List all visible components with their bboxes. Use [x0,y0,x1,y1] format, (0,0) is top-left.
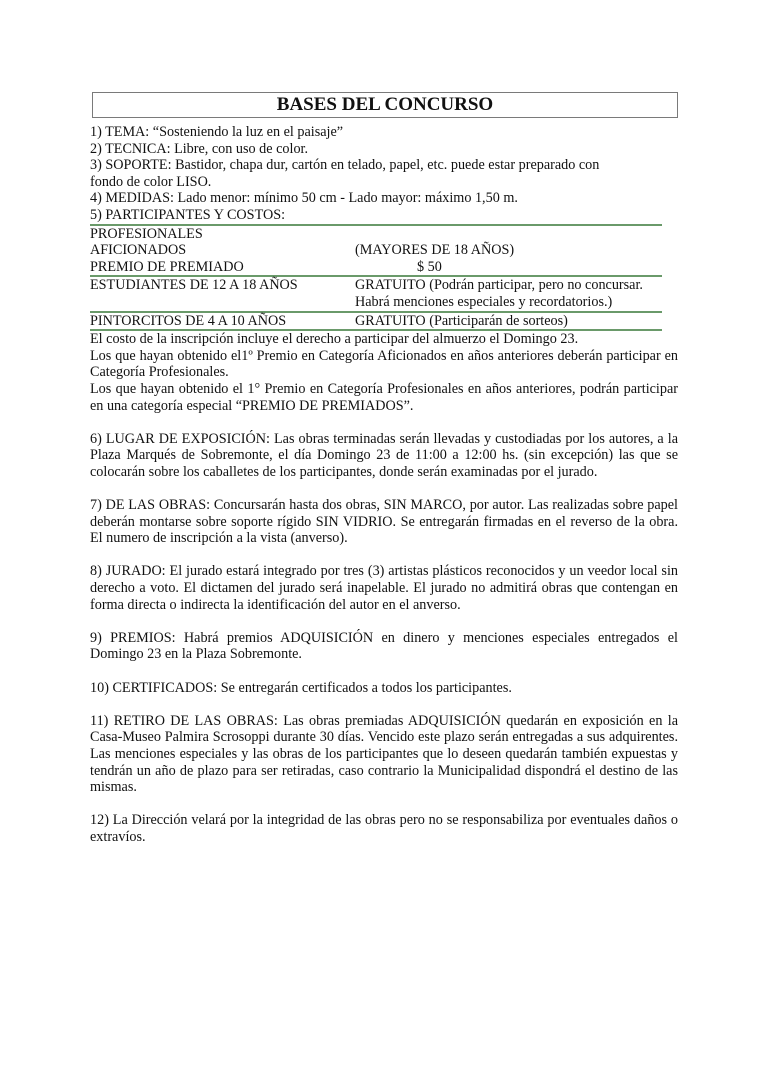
table-row [90,225,662,243]
section-direccion: 12) La Dirección velará por la integridad de las obras pero no se responsabiliza por eventuales daños o extravíos. [90,812,678,845]
document-page [90,92,678,846]
table-row [90,276,662,311]
category-cell: PROFESIONALES [90,225,355,243]
section-certificados: 10) CERTIFICADOS: Se entregarán certificados a todos los participantes. [90,679,512,696]
item-soporte-cont: fondo de color LISO. [90,173,212,190]
table-row [90,242,662,259]
item-participantes-heading: 5) PARTICIPANTES Y COSTOS: [90,206,286,223]
detail-cell [355,225,662,243]
detail-cell: GRATUITO (Participarán de sorteos) [355,312,662,331]
item-soporte: 3) SOPORTE: Bastidor, chapa dur, cartón en telado, papel, etc. puede estar preparado con [90,157,600,174]
detail-cell: (MAYORES DE 18 AÑOS) [355,242,515,259]
item-medidas: 4) MEDIDAS: Lado menor: mínimo 50 cm - Lado mayor: máximo 1,50 m. [90,190,518,207]
section-lugar-exposicion: 6) LUGAR DE EXPOSICIÓN: Las obras terminadas serán llevadas y custodiadas por los autores, a la Plaza Marqués de Sobremonte, el día Domingo 23 de 11:00 a 12:00 hs. (sin excepción) las que se colocarán sobre los caballetes de los participantes, donde serán examinadas por el jurado. [90,430,678,480]
detail-cell: $ 50 [355,259,662,277]
table-row [90,259,662,277]
item-tema: 1) TEMA: “Sosteniendo la luz en el paisaje” [90,124,344,140]
section-retiro-obras: 11) RETIRO DE LAS OBRAS: Las obras premiadas ADQUISICIÓN quedarán en exposición en la Casa-Museo Palmira Scrosoppi durante 30 días. Vencido este plazo serán entregadas a sus adquirentes. Las menciones especiales y las obras de los participantes que lo deseen quedarán también expuestas y tendrán un año de plazo para ser retiradas, caso contrario la Municipalidad dispondrá el destino de las mismas. [90,712,678,796]
category-cell: PREMIO DE PREMIADO [90,259,355,277]
section-jurado: 8) JURADO: El jurado estará integrado por tres (3) artistas plásticos reconocidos y un veedor local sin derecho a voto. El dictamen del jurado será inapelable. El jurado no admitirá obras que contengan en forma directa o indirecta la identificación del autor en el anverso. [90,563,678,613]
participants-table [90,224,662,332]
note-aficionados: Los que hayan obtenido el1º Premio en Categoría Aficionados en años anteriores deberán participar en Categoría Profesionales. [90,347,678,381]
table-row [90,312,662,331]
note-inscripcion: El costo de la inscripción incluye el derecho a participar del almuerzo el Domingo 23. [90,331,579,348]
category-cell: AFICIONADOS [90,242,187,259]
category-cell: PINTORCITOS DE 4 A 10 AÑOS [90,312,355,331]
document-title: BASES DEL CONCURSO [92,92,678,118]
note-profesionales: Los que hayan obtenido el 1° Premio en Categoría Profesionales en años anteriores, podrán participar en una categoría especial “PREMIO DE PREMIADOS”. [90,380,678,414]
detail-cell: GRATUITO (Podrán participar, pero no concursar. Habrá menciones especiales y recordatorios.) [355,276,662,311]
item-tecnica: 2) TECNICA: Libre, con uso de color. [90,140,309,157]
section-premios: 9) PREMIOS: Habrá premios ADQUISICIÓN en dinero y menciones especiales entregados el Domingo 23 en la Plaza Sobremonte. [90,629,678,663]
section-obras: 7) DE LAS OBRAS: Concursarán hasta dos obras, SIN MARCO, por autor. Las realizadas sobre papel deberán montarse sobre soporte rígido SIN VIDRIO. Se entregarán firmadas en el reverso de la obra. El numero de inscripción a la vista (anverso). [90,497,678,547]
category-cell: ESTUDIANTES DE 12 A 18 AÑOS [90,276,355,311]
